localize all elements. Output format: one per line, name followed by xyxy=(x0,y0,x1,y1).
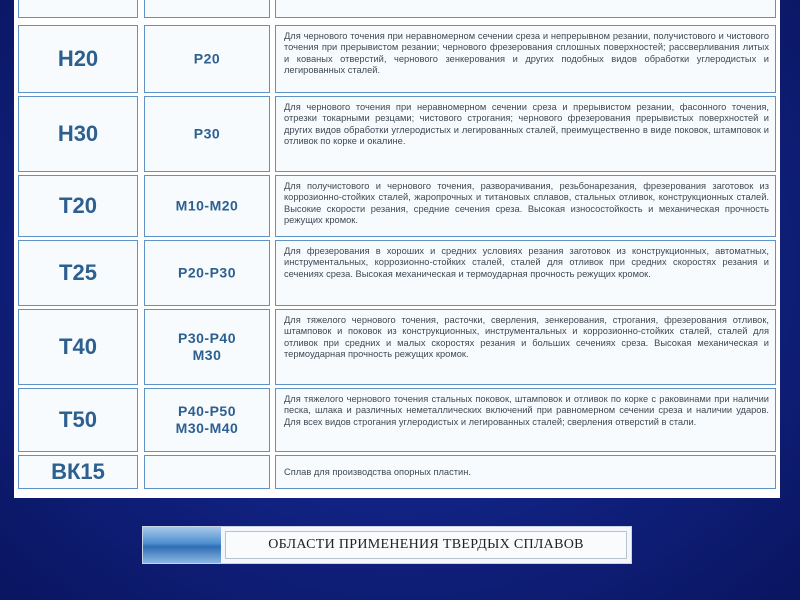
grade-label: Т50 xyxy=(59,407,97,432)
grade-cell xyxy=(18,309,138,385)
description-text: Для тяжелого чернового точения, расточки, сверления, зенкерования, строгания, фрезерования отливок, штамповок и поковок из конструкционных, инструментальных и коррозионно-стойких сталей, сталей для отливок при средних и малых скоростях резания и больших сечениях среза. Высокая механическая и термоударная прочность режущих кромок. xyxy=(284,315,769,359)
iso-cell xyxy=(144,240,270,306)
iso-group-label xyxy=(145,265,269,282)
iso-group-label xyxy=(145,198,269,215)
caption-accent-bar xyxy=(143,527,221,563)
caption-label-box xyxy=(225,531,627,559)
table-row xyxy=(18,240,776,306)
iso-cell xyxy=(144,309,270,385)
grade-cell xyxy=(18,388,138,452)
iso-cell-empty xyxy=(144,0,270,18)
grade-cell xyxy=(18,240,138,306)
grade-cell xyxy=(18,455,138,489)
grade-label: Т40 xyxy=(59,334,97,359)
table-row xyxy=(18,309,776,385)
iso-line-2: М30-М40 xyxy=(175,420,239,436)
grade-cell xyxy=(18,96,138,172)
grade-cell xyxy=(18,175,138,237)
description-text: Для чернового точения при неравномерном сечении среза и непрерывном резании, получистового и чистового точения при прерывистом резании; чернового фрезерования сплошных поверхностей; рассверливания литых и кованых отверстий, чернового зенкерования и других подобных видов обработки углеродистых и легированных сталей. xyxy=(284,31,769,75)
table-row xyxy=(18,455,776,489)
iso-group-label xyxy=(145,126,269,143)
iso-group-label xyxy=(145,403,269,437)
grade-label: ВК15 xyxy=(51,459,105,484)
description-text: Для чернового точения при неравномерном сечении среза и прерывистом резании, фасонного точения, отрезки токарными резцами; чистового строгания; чернового фрезерования прерывистых поверхностей и других видов обработки углеродистых и легированных сталей, преимущественно в виде поковок, штамповок и отливок по корке и окалине. xyxy=(284,102,769,146)
alloy-table-panel xyxy=(14,0,780,498)
iso-cell xyxy=(144,25,270,93)
table-row xyxy=(18,388,776,452)
iso-line-2: М30 xyxy=(192,347,222,363)
iso-group-label xyxy=(145,330,269,364)
description-cell-empty xyxy=(275,0,776,18)
description-cell xyxy=(275,25,776,93)
iso-cell-empty xyxy=(144,455,270,489)
grade-label: Н30 xyxy=(57,121,99,146)
table-row xyxy=(18,96,776,172)
slide-caption xyxy=(142,526,632,564)
iso-cell xyxy=(144,175,270,237)
iso-group-label xyxy=(145,51,269,68)
grade-label: Т20 xyxy=(59,193,97,218)
description-cell xyxy=(275,96,776,172)
grade-cell-empty xyxy=(18,0,138,18)
description-cell xyxy=(275,455,776,489)
description-cell xyxy=(275,388,776,452)
grade-label: Н20 xyxy=(57,46,99,71)
iso-cell xyxy=(144,96,270,172)
iso-line-1: Р20-Р30 xyxy=(178,264,236,281)
caption-text: ОБЛАСТИ ПРИМЕНЕНИЯ ТВЕРДЫХ СПЛАВОВ xyxy=(268,537,584,552)
table-row xyxy=(18,175,776,237)
description-cell xyxy=(275,309,776,385)
description-cell xyxy=(275,175,776,237)
description-text: Сплав для производства опорных пластин. xyxy=(284,467,471,477)
iso-cell xyxy=(144,388,270,452)
description-text: Для фрезерования в хороших и средних условиях резания заготовок из конструкционных, автоматных, инструментальных, коррозионно-стойких сталей, сталей для отливок при средних скоростях резания и сечениях среза. Высокая механическая и термоударная прочность режущих кромок. xyxy=(284,246,769,279)
iso-line-1: Р30 xyxy=(193,125,221,142)
table-row xyxy=(18,25,776,93)
grade-label: Т25 xyxy=(59,260,97,285)
iso-line-1: Р20 xyxy=(193,50,221,67)
iso-line-1: Р40-Р50 xyxy=(178,403,236,419)
iso-line-1: М10-М20 xyxy=(175,197,239,214)
grade-cell xyxy=(18,25,138,93)
description-text: Для получистового и чернового точения, разворачивания, резьбонарезания, фрезерования заготовок из коррозионно-стойких сталей, жаропрочных и титановых сплавов, стальных отливок, конструкционных сталей. Высокие скорости резания, средние сечения среза. Высокая износостойкость и механическая прочность режущих кромок. xyxy=(284,181,769,225)
table-row-cut-off-top xyxy=(18,0,776,18)
iso-line-1: Р30-Р40 xyxy=(178,330,236,346)
description-cell xyxy=(275,240,776,306)
description-text: Для тяжелого чернового точения стальных поковок, штамповок и отливок по корке с раковинами при наличии песка, шлака и различных неметаллических включений при равномерном сечении среза и наличии ударов. Для всех видов строгания углеродистых и легированных сталей; сверления отверстий в стали. xyxy=(284,394,769,427)
